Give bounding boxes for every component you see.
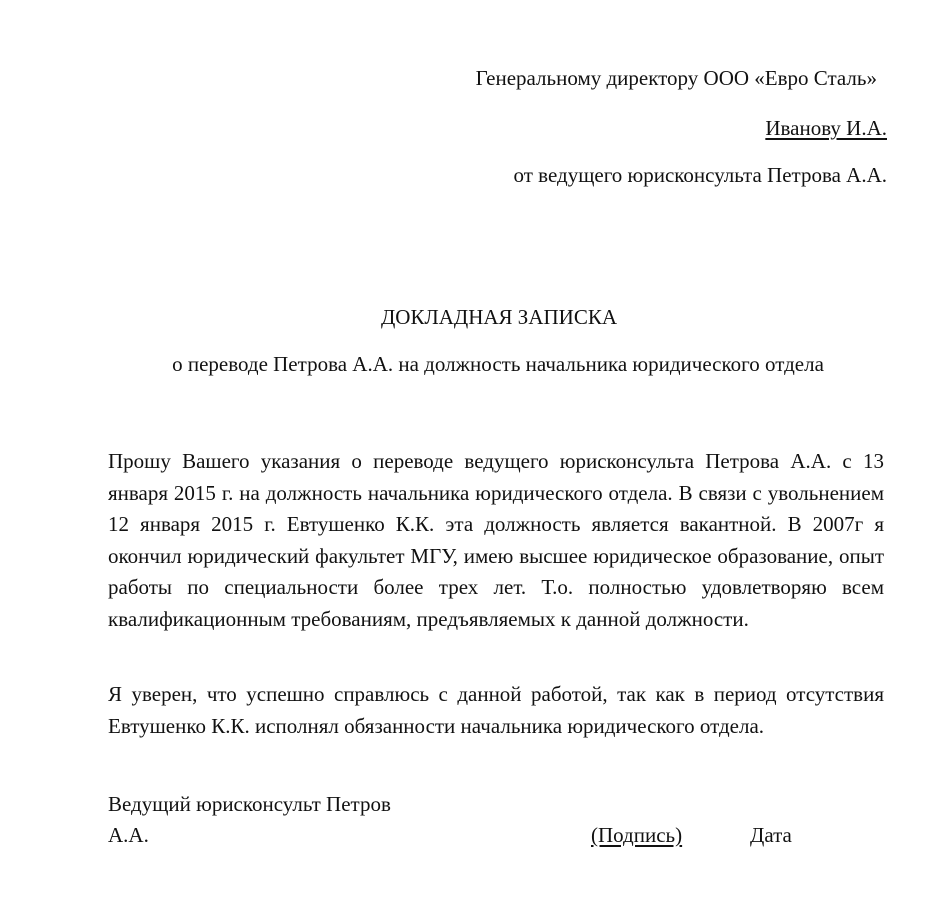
signature-position: Ведущий юрисконсульт Петров: [108, 792, 391, 816]
addressee-name: Иванову И.А.: [765, 116, 887, 140]
document-title: ДОКЛАДНАЯ ЗАПИСКА: [380, 305, 617, 329]
addressee-line-1: Генеральному директору ООО «Евро Сталь»: [475, 66, 877, 90]
signature-initials: А.А.: [108, 823, 149, 847]
body-paragraph-1: Прошу Вашего указания о переводе ведущего юрисконсульта Петрова А.А. с 13 января 2015 г. на должность начальника юридического отдела. В связи с увольнением 12 января 2015 г. Евтушенко К.К. эта должность является вакантной. В 2007г я окончил юридический факультет МГУ, имею высшее юридическое образование, опыт работы по специальности более трех лет. Т.о. полностью удовлетворяю всем квалификационным требованиям, предъявляемых к данной должности.: [108, 449, 884, 631]
body-paragraph-2: Я уверен, что успешно справлюсь с данной работой, так как в период отсутствия Евтушенко К.К. исполнял обязанности начальника юридического отдела.: [108, 682, 884, 738]
signature-placeholder: (Подпись): [591, 823, 683, 847]
date-placeholder: Дата: [750, 823, 792, 847]
sender-line: от ведущего юрисконсульта Петрова А.А.: [513, 163, 887, 187]
document-subtitle: о переводе Петрова А.А. на должность начальника юридического отдела: [172, 352, 824, 376]
